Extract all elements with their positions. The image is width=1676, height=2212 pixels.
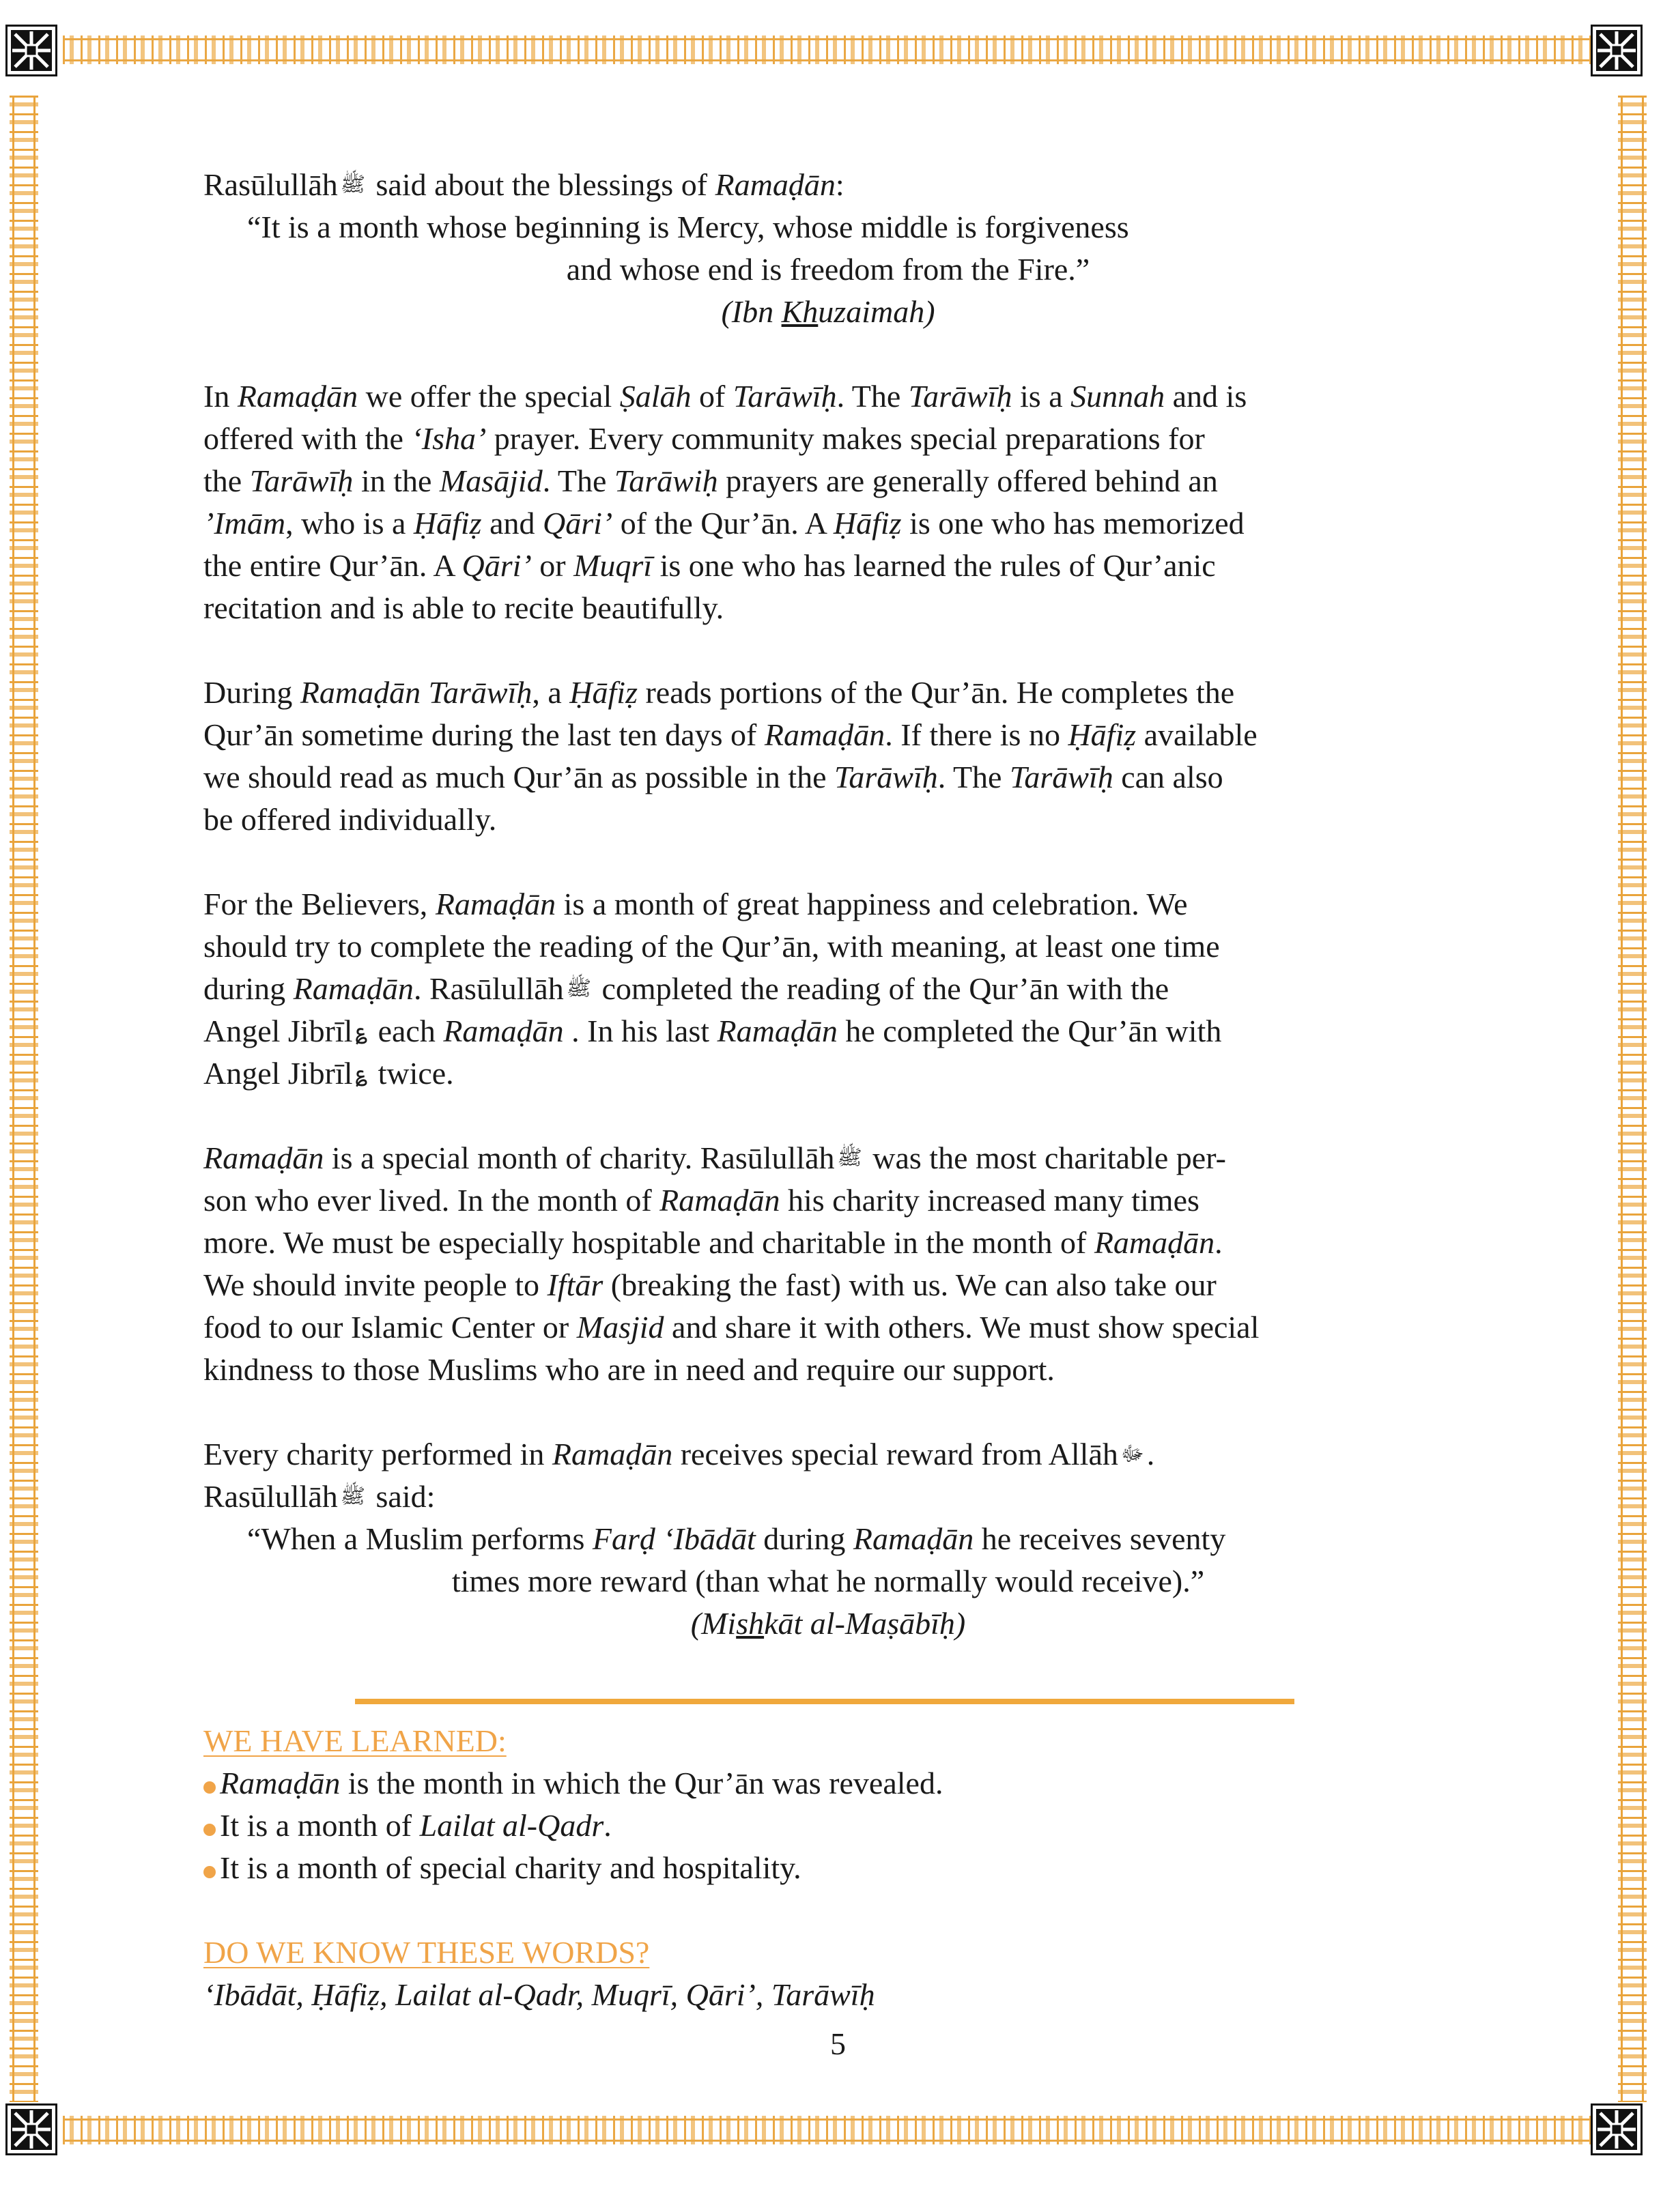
bullet-icon [203, 1781, 216, 1794]
quote-line: “It is a month whose beginning is Mercy, whose middle is forgiveness [247, 210, 1129, 244]
list-item: It is a month of special charity and hospitality. [203, 1847, 1453, 1889]
paragraph-celebration: For the Believers, Ramaḍān is a month of great happiness and celebration. We should try to complete the reading of the Qur’ān, with meaning, at least one time during Ramaḍān. Rasūlullāh ﷺ completed the reading of the Qur’ān with the Angel Jibrīl ؏ each Ramaḍān . In his last Ramaḍān he completed the Qur’ān with Angel Jibrīl ؏ twice. [203, 883, 1453, 1095]
section-divider [355, 1699, 1294, 1704]
salutation-glyph: ﷺ [837, 1147, 862, 1169]
page-number: 5 [830, 2026, 846, 2061]
salutation-glyph: ﷺ [566, 977, 591, 1000]
page-body [203, 164, 1453, 1645]
corner-ornament-icon [5, 25, 57, 76]
quote-source: (Mishkāt al-Maṣābīḥ) [690, 1606, 966, 1641]
quote-source: (Ibn Khuzaimah) [721, 294, 935, 329]
quote-line: and whose end is freedom from the Fire.” [566, 252, 1090, 287]
summary-section [203, 1720, 1453, 2016]
list-item: Ramaḍān is the month in which the Qur’ān was revealed. [203, 1762, 1453, 1805]
vocabulary-list: ‘Ibādāt, Ḥāfiẓ, Lailat al-Qadr, Muqrī, Qāri’, Tarāwīḥ [203, 1977, 875, 2012]
hadith-block-2: Every charity performed in Ramaḍān receives special reward from Allāh ﷻ. Rasūlullāh ﷺ said: “When a Muslim performs Farḍ ‘Ibādāt during Ramaḍān he receives seventy times more reward (than what he normally would receive).” (Mishkāt al-Maṣābīḥ) [203, 1433, 1453, 1645]
words-heading: DO WE KNOW THESE WORDS? [203, 1935, 650, 1970]
bullet-icon [203, 1824, 216, 1836]
paragraph-charity: Ramaḍān is a special month of charity. Rasūlullāh ﷺ was the most charitable per- son who ever lived. In the month of Ramaḍān his charity increased many times more. We must be especially hospitable and charitable in the month of Ramaḍān. We should invite people to Iftār (breaking the fast) with us. We can also take our food to our Islamic Center or Masjid and share it with others. We must show special kindness to those Muslims who are in need and require our support. [203, 1137, 1453, 1391]
list-item: It is a month of Lailat al-Qadr. [203, 1805, 1453, 1847]
greek-key-border-left [10, 96, 38, 2102]
paragraph-tarawih: In Ramaḍān we offer the special Ṣalāh of Tarāwīḥ. The Tarāwīḥ is a Sunnah and is offered with the ‘Isha’ prayer. Every community makes special preparations for the Tarāwīḥ in the Masājid. The Tarāwiḥ prayers are generally offered behind an ’Imām, who is a Ḥāfiẓ and Qāri’ of the Qur’ān. A Ḥāfiẓ is one who has memorized the entire Qur’ān. A Qāri’ or Muqrī is one who has learned the rules of Qur’anic recitation and is able to recite beautifully. [203, 379, 1247, 625]
corner-ornament-icon [1591, 25, 1643, 76]
text-line: Rasūlullāh ﷺ said about the blessings of Ramaḍān: [203, 164, 1453, 206]
allah-glyph: ﷻ [1120, 1443, 1144, 1465]
learned-heading: WE HAVE LEARNED: [203, 1723, 507, 1758]
greek-key-border-bottom [63, 2116, 1592, 2144]
salutation-glyph: ؏ [355, 1020, 368, 1042]
salutation-glyph: ﷺ [340, 173, 366, 196]
greek-key-border-top [63, 35, 1592, 64]
corner-ornament-icon [5, 2103, 57, 2155]
corner-ornament-icon [1591, 2103, 1643, 2155]
hadith-block-1 [203, 164, 1453, 333]
greek-key-border-right [1618, 96, 1647, 2102]
paragraph-hafiz: During Ramaḍān Tarāwīḥ, a Ḥāfiẓ reads portions of the Qur’ān. He completes the Qur’ān sometime during the last ten days of Ramaḍān. If there is no Ḥāfiẓ available we should read as much Qur’ān as possible in the Tarāwīḥ. The Tarāwīḥ can also be offered individually. [203, 675, 1258, 837]
quote-line: times more reward (than what he normally would receive).” [451, 1564, 1205, 1598]
bullet-icon [203, 1866, 216, 1878]
salutation-glyph: ﷺ [340, 1485, 366, 1508]
salutation-glyph: ؏ [355, 1062, 368, 1085]
